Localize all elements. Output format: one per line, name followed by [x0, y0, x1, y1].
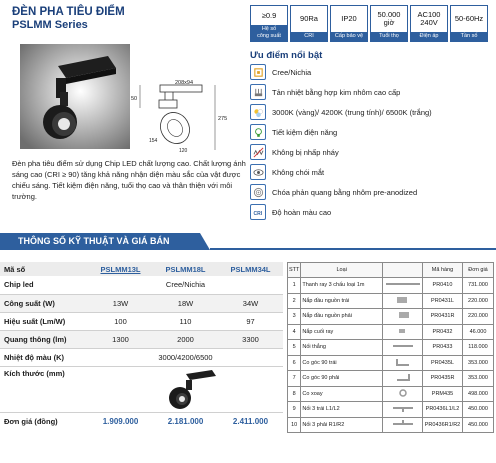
dim-label: 50	[131, 96, 138, 102]
accessory-name: Nối 3 phải R1/R2	[301, 417, 383, 433]
anti-glare-icon	[250, 164, 266, 180]
accessory-image	[383, 386, 423, 402]
color-temperature-icon	[250, 104, 266, 120]
price-value: 2.181.000	[167, 416, 204, 426]
accessory-code: PR0431L	[423, 293, 463, 309]
advantage-label: 3000K (vàng)/ 4200K (trung tính)/ 6500K (trắng)	[272, 107, 432, 117]
product-title: ĐÈN PHA TIÊU ĐIỂM	[12, 6, 125, 18]
accessory-code: PR0410	[423, 278, 463, 294]
accessory-code: PR0436L1/L2	[423, 402, 463, 418]
dim-label: 208x94	[175, 80, 194, 86]
advantage-item	[250, 82, 494, 102]
section-divider	[210, 248, 496, 250]
product-title-block	[12, 6, 125, 32]
accessory-price: 220.000	[463, 309, 494, 325]
accessory-row	[288, 324, 494, 340]
accessory-code: PR0436R1/R2	[423, 417, 463, 433]
accessory-row	[288, 355, 494, 371]
spec-label: Nhiệt độ màu (K)	[0, 348, 88, 366]
spec-badge-cri	[290, 5, 328, 42]
accessory-price: 118.000	[463, 340, 494, 356]
advantages-list	[250, 62, 494, 222]
spec-value: 34W	[218, 294, 283, 312]
accessory-name: Nối 3 trái L1/L2	[301, 402, 383, 418]
product-series: PSLMM Series	[12, 19, 88, 31]
spec-header-row	[0, 262, 283, 276]
reflector-icon	[250, 184, 266, 200]
spec-row-efficacy	[0, 312, 283, 330]
accessory-name: Nối thẳng	[301, 340, 383, 356]
accessory-row	[288, 417, 494, 433]
accessory-code: PR0435L	[423, 355, 463, 371]
spec-header-label: Mã số	[0, 262, 88, 276]
accessory-image	[383, 309, 423, 325]
accessory-row	[288, 402, 494, 418]
advantages-title: Ưu điểm nổi bật	[250, 50, 323, 61]
advantage-item	[250, 162, 494, 182]
spec-badge-label: Hệ số công suất	[251, 25, 287, 41]
accessory-code: PR0433	[423, 340, 463, 356]
accessory-name: Nắp đầu nguồn phải	[301, 309, 383, 325]
spec-badge-label: Tuổi thọ	[371, 32, 407, 41]
advantage-label: Chóa phản quang bằng nhôm pre-anodized	[272, 187, 418, 197]
accessory-no: 3	[288, 309, 301, 325]
accessory-name: Nắp cuối ray	[301, 324, 383, 340]
spotlight-image	[158, 368, 218, 412]
spec-badge-value: IP20	[341, 14, 357, 23]
model-code: PSLMM34L	[218, 262, 283, 276]
col-header: Đơn giá	[463, 263, 494, 278]
svg-text:CRI: CRI	[252, 210, 262, 217]
spec-row-cct	[0, 348, 283, 366]
advantage-item	[250, 122, 494, 142]
spec-badge-label: Cấp bảo vệ	[331, 32, 367, 41]
spec-row-dimension	[0, 366, 283, 412]
advantage-label: Cree/Nichia	[272, 67, 312, 77]
dim-label: 120	[179, 148, 188, 154]
accessory-price: 450.000	[463, 417, 494, 433]
accessory-price: 498.000	[463, 386, 494, 402]
dimension-diagram	[131, 80, 235, 155]
accessory-image	[383, 417, 423, 433]
col-header: Mã hàng	[423, 263, 463, 278]
spec-value: 97	[218, 312, 283, 330]
spec-badge-value: 90Ra	[300, 14, 318, 23]
product-photo	[20, 44, 130, 149]
advantage-label: Tiết kiệm điện năng	[272, 127, 338, 137]
accessory-price: 353.000	[463, 355, 494, 371]
accessory-no: 8	[288, 386, 301, 402]
spec-label: Hiệu suất (Lm/W)	[0, 312, 88, 330]
spec-row-chip	[0, 276, 283, 294]
accessory-no: 4	[288, 324, 301, 340]
spec-value: 13W	[88, 294, 153, 312]
accessory-no: 2	[288, 293, 301, 309]
spec-value: 110	[153, 312, 218, 330]
spec-badge-value: AC100 240V	[417, 10, 441, 27]
spec-row-price	[0, 412, 283, 430]
cri-icon	[250, 204, 266, 220]
spec-badge-label: Tần số	[451, 32, 487, 41]
accessory-no: 6	[288, 355, 301, 371]
spec-value: 18W	[153, 294, 218, 312]
spec-badge-ip	[330, 5, 368, 42]
accessory-image	[383, 293, 423, 309]
spec-badge-value: ≥0.9	[261, 10, 277, 20]
col-header	[383, 263, 423, 278]
spec-label: Chip led	[0, 276, 88, 294]
accessory-no: 1	[288, 278, 301, 294]
spec-value: 3000/4200/6500	[88, 348, 283, 366]
model-code: PSLMM18L	[153, 262, 218, 276]
accessory-code: PRM435	[423, 386, 463, 402]
accessory-name: Co xoay	[301, 386, 383, 402]
accessories-table	[287, 262, 494, 433]
accessory-price: 731.000	[463, 278, 494, 294]
energy-saving-icon	[250, 124, 266, 140]
accessory-price: 450.000	[463, 402, 494, 418]
advantage-item	[250, 62, 494, 82]
price-value: 2.411.000	[232, 416, 269, 426]
accessory-code: PR0431R	[423, 309, 463, 325]
spec-badge-value: 50.000 giờ	[377, 10, 401, 27]
accessory-name: Co góc 90 trái	[301, 355, 383, 371]
accessory-row	[288, 371, 494, 387]
col-header: STT	[288, 263, 301, 278]
spec-label: Đơn giá (đồng)	[4, 416, 58, 426]
price-value: 1.909.000	[102, 416, 139, 426]
accessory-image	[383, 371, 423, 387]
accessory-price: 220.000	[463, 293, 494, 309]
dim-label: 154	[149, 138, 158, 144]
accessory-row	[288, 278, 494, 294]
advantage-item	[250, 102, 494, 122]
spec-label: Công suất (W)	[0, 294, 88, 312]
spec-table	[0, 262, 283, 430]
spec-badges	[250, 5, 488, 42]
dimension-image-cell	[88, 366, 283, 412]
accessory-image	[383, 355, 423, 371]
spec-value: 3300	[218, 330, 283, 348]
accessory-row	[288, 293, 494, 309]
accessory-code: PR0435R	[423, 371, 463, 387]
accessory-no: 9	[288, 402, 301, 418]
accessory-image	[383, 278, 423, 294]
dim-label: 275	[218, 116, 228, 122]
advantage-item	[250, 182, 494, 202]
spec-row-flux	[0, 330, 283, 348]
spec-badge-value: 50-60Hz	[454, 14, 484, 23]
col-header: Loại	[301, 263, 383, 278]
accessory-code: PR0432	[423, 324, 463, 340]
spec-badge-label: CRI	[291, 32, 327, 41]
spec-value: 100	[88, 312, 153, 330]
advantage-item	[250, 202, 494, 222]
advantage-label: Không chói mắt	[272, 167, 325, 177]
accessories-header-row	[288, 263, 494, 278]
spec-badge-voltage	[410, 5, 448, 42]
spec-value: 1300	[88, 330, 153, 348]
accessory-row	[288, 340, 494, 356]
heat-sink-icon	[250, 84, 266, 100]
spec-badge-lifetime	[370, 5, 408, 42]
accessory-image	[383, 402, 423, 418]
spec-label: Quang thông (lm)	[0, 330, 88, 348]
accessory-no: 7	[288, 371, 301, 387]
spec-label: Kích thước (mm)	[0, 366, 88, 412]
section-title: THÔNG SỐ KỸ THUẬT VÀ GIÁ BÁN	[18, 236, 170, 246]
model-code: PSLMM13L	[88, 262, 153, 276]
section-header	[0, 233, 496, 250]
accessory-row	[288, 386, 494, 402]
advantage-item	[250, 142, 494, 162]
spec-badge-label: Điện áp	[411, 32, 447, 41]
accessory-name: Thanh ray 3 chấu loại 1m	[301, 278, 383, 294]
accessory-image	[383, 340, 423, 356]
advantage-label: Tản nhiệt bằng hợp kim nhôm cao cấp	[272, 87, 401, 97]
accessory-no: 10	[288, 417, 301, 433]
accessory-no: 5	[288, 340, 301, 356]
accessory-name: Nắp đầu nguồn trái	[301, 293, 383, 309]
led-chip-icon	[250, 64, 266, 80]
product-description: Đèn pha tiêu điểm sử dụng Chip LED chất lượng cao. Chất lượng ánh sáng cao (CRI ≥ 90) tăng khả năng nhận diện màu sắc của vật được chiếu sáng. Tiết kiệm điện năng, tuổi thọ cao và thân thiện với môi trường.	[12, 159, 246, 201]
accessory-price: 353.000	[463, 371, 494, 387]
accessory-row	[288, 309, 494, 325]
accessory-price: 46.000	[463, 324, 494, 340]
spec-value: Cree/Nichia	[88, 276, 283, 294]
advantage-label: Độ hoàn màu cao	[272, 207, 332, 217]
advantage-label: Không bị nhấp nháy	[272, 147, 339, 157]
spec-badge-power-factor	[250, 5, 288, 42]
no-flicker-icon	[250, 144, 266, 160]
accessory-image	[383, 324, 423, 340]
spec-badge-frequency	[450, 5, 488, 42]
spec-value: 2000	[153, 330, 218, 348]
spec-row-power	[0, 294, 283, 312]
accessory-name: Co góc 90 phải	[301, 371, 383, 387]
